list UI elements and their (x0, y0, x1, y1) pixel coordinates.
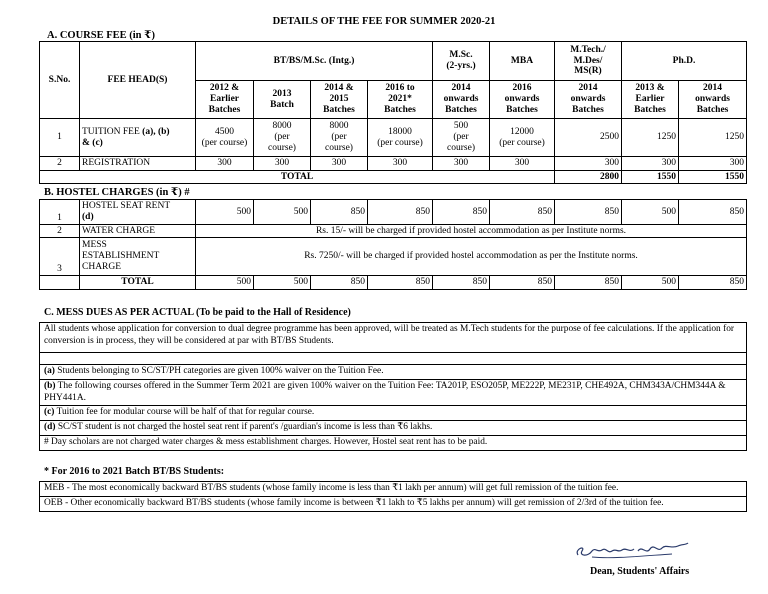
note-a: (a) Students belonging to SC/ST/PH categories are given 100% waiver on the Tuition Fee. (40, 365, 747, 380)
fee-cell: 850 (679, 200, 747, 225)
section-b-heading: B. HOSTEL CHARGES (in ₹) # (44, 187, 190, 198)
total-label: TOTAL (80, 276, 196, 290)
water-charge-note: Rs. 15/- will be charged if provided hostel accommodation as per Institute norms. (196, 225, 747, 238)
total-cell: 850 (311, 276, 368, 290)
total-cell: 850 (433, 276, 490, 290)
fee-cell: 2500 (555, 119, 622, 157)
fee-cell: 300 (311, 157, 368, 171)
fee-cell: 850 (490, 200, 555, 225)
mba2016-subheader: 2016 onwards Batches (490, 81, 555, 119)
course-total-row (40, 171, 747, 184)
bt2013-subheader: 2013 Batch (254, 81, 311, 119)
fee-cell: 500 (254, 200, 311, 225)
fee-cell: 500 (per course) (433, 119, 490, 157)
note-b: (b) The following courses offered in the Summer Term 2021 are given 100% waiver on the Tuition Fee: TA201P, ESO205P, ME222P, ME231P, CHE492A, CHM343A/CHM344A & PHY441A. (40, 379, 747, 406)
sno-header: S.No. (40, 42, 80, 119)
row-sno (40, 276, 80, 290)
hostel-total-row (40, 276, 747, 290)
remission-box (39, 481, 747, 512)
fee-cell: 300 (555, 157, 622, 171)
notes-box (39, 322, 747, 451)
hostel-charges-table (39, 199, 747, 290)
note-day-scholars: # Day scholars are not charged water charges & mess establishment charges. However, Hostel seat rent has to be paid. (40, 435, 747, 450)
fee-cell: 300 (254, 157, 311, 171)
total-cell: 2800 (555, 171, 622, 184)
total-cell: 850 (368, 276, 433, 290)
fee-cell: 300 (622, 157, 679, 171)
mba-header: MBA (490, 42, 555, 81)
meb-note: MEB - The most economically backward BT/BS students (whose family income is less than ₹1 lakh per annum) will get full remission of the tuition fee. (40, 482, 747, 497)
phd2013-subheader: 2013 & Earlier Batches (622, 81, 679, 119)
row-sno: 2 (40, 225, 80, 238)
row-sno: 1 (40, 119, 80, 157)
fee-cell: 300 (490, 157, 555, 171)
water-charge-row (40, 225, 747, 238)
msc-header: M.Sc. (2-yrs.) (433, 42, 490, 81)
fee-cell: 8000 (per course) (254, 119, 311, 157)
bt2016-subheader: 2016 to 2021* Batches (368, 81, 433, 119)
total-cell: 1550 (679, 171, 747, 184)
total-cell: 500 (622, 276, 679, 290)
fee-cell: 300 (196, 157, 254, 171)
fee-cell: 850 (555, 200, 622, 225)
fee-head-header: FEE HEAD(S) (80, 42, 196, 119)
fee-head-label: WATER CHARGE (80, 225, 196, 238)
oeb-note: OEB - Other economically backward BT/BS students (whose family income is between ₹1 lakh to ₹5 lakhs per annum) will get remission of 2/3rd of the tuition fee. (40, 496, 747, 511)
total-cell: 500 (254, 276, 311, 290)
bt2014-subheader: 2014 & 2015 Batches (311, 81, 368, 119)
total-cell: 850 (555, 276, 622, 290)
fee-cell: 300 (433, 157, 490, 171)
total-cell: 850 (490, 276, 555, 290)
course-fee-table (39, 41, 747, 184)
notes-spacer (40, 353, 747, 365)
fee-head-label: HOSTEL SEAT RENT (d) (80, 200, 196, 225)
note-d: (d) SC/ST student is not charged the hostel seat rent if parent's /guardian's income is less than ₹6 lakhs. (40, 421, 747, 436)
phd2014-subheader: 2014 onwards Batches (679, 81, 747, 119)
total-cell: 500 (196, 276, 254, 290)
section-a-heading: A. COURSE FEE (in ₹) (47, 30, 155, 41)
total-cell: 1550 (622, 171, 679, 184)
bt-group-header: BT/BS/M.Sc. (Intg.) (196, 42, 433, 81)
fee-cell: 500 (196, 200, 254, 225)
mess-establishment-row (40, 238, 747, 276)
document-title: DETAILS OF THE FEE FOR SUMMER 2020-21 (272, 16, 496, 27)
fee-cell: 850 (433, 200, 490, 225)
fee-cell: 1250 (622, 119, 679, 157)
note-c: (c) Tuition fee for modular course will be half of that for regular course. (40, 406, 747, 421)
registration-row (40, 157, 747, 171)
total-label: TOTAL (40, 171, 555, 184)
fee-head-label: TUITION FEE (a), (b) & (c) (80, 119, 196, 157)
total-cell: 850 (679, 276, 747, 290)
fee-cell: 4500 (per course) (196, 119, 254, 157)
fee-cell: 500 (622, 200, 679, 225)
tuition-fee-row (40, 119, 747, 157)
fee-cell: 850 (368, 200, 433, 225)
hostel-seat-rent-row (40, 200, 747, 225)
fee-cell: 850 (311, 200, 368, 225)
phd-header: Ph.D. (622, 42, 747, 81)
section-c-heading: C. MESS DUES AS PER ACTUAL (To be paid to the Hall of Residence) (44, 307, 351, 318)
mtech-header: M.Tech./ M.Des/ MS(R) (555, 42, 622, 81)
row-sno: 2 (40, 157, 80, 171)
dual-degree-note: All students whose application for conversion to dual degree programme has been approved, will be treated as M.Tech students for the purpose of fee calculations. If the application for conversion is in process, they will be considered at par with BT/BS Students. (40, 323, 747, 353)
bt2012-subheader: 2012 & Earlier Batches (196, 81, 254, 119)
mtech2014-subheader: 2014 onwards Batches (555, 81, 622, 119)
fee-cell: 12000 (per course) (490, 119, 555, 157)
mess-charge-note: Rs. 7250/- will be charged if provided hostel accommodation as per the Institute norms. (196, 238, 747, 276)
fee-cell: 8000 (per course) (311, 119, 368, 157)
dean-designation: Dean, Students' Affairs (590, 566, 690, 577)
dean-signature (572, 537, 692, 563)
fee-cell: 300 (368, 157, 433, 171)
fee-cell: 18000 (per course) (368, 119, 433, 157)
fee-cell: 1250 (679, 119, 747, 157)
row-sno: 3 (40, 238, 80, 276)
fee-head-label: MESS ESTABLISHMENT CHARGE (80, 238, 196, 276)
msc2014-subheader: 2014 onwards Batches (433, 81, 490, 119)
fee-head-label: REGISTRATION (80, 157, 196, 171)
fee-cell: 300 (679, 157, 747, 171)
row-sno: 1 (40, 200, 80, 225)
footnote-heading: * For 2016 to 2021 Batch BT/BS Students: (44, 466, 225, 477)
